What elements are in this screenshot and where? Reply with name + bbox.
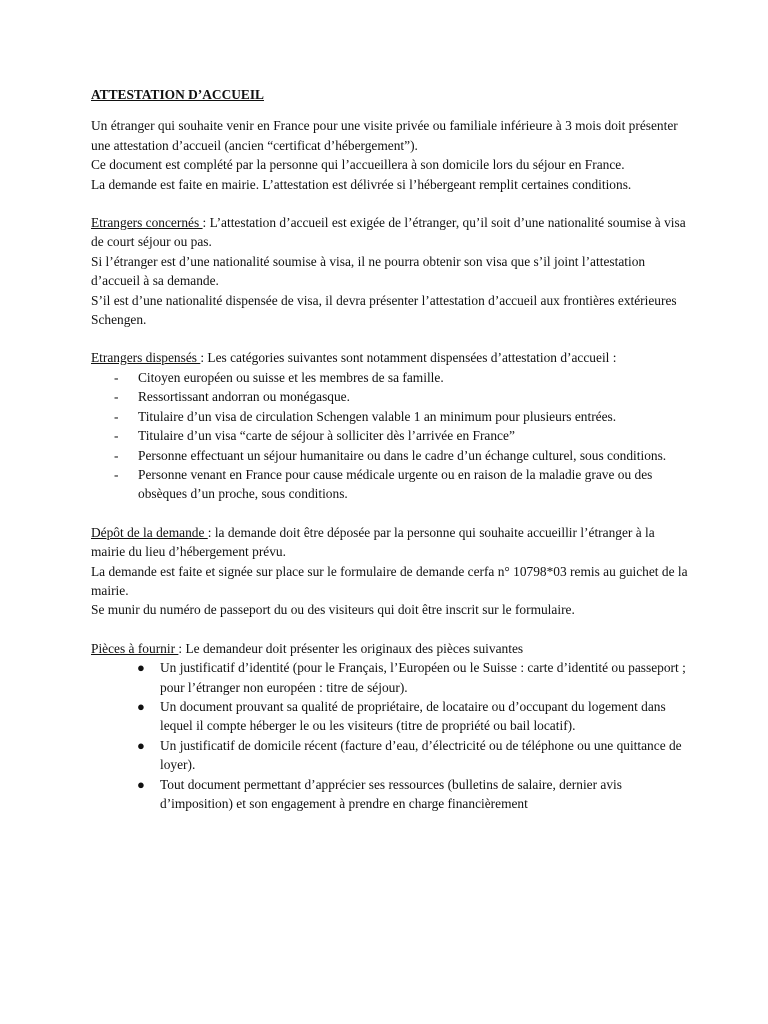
list-item xyxy=(91,426,691,445)
list-item xyxy=(91,368,691,387)
depot-paragraph: La demande est faite et signée sur place sur le formulaire de demande cerfa n° 10798*03 remis au guichet de la mairie. xyxy=(91,563,688,598)
intro-section xyxy=(91,116,691,194)
dispenses-list xyxy=(91,368,691,504)
list-item xyxy=(91,387,691,406)
dash-marker: - xyxy=(114,389,119,405)
heading-separator: : xyxy=(178,640,186,656)
document-title: ATTESTATION D’ACCUEIL xyxy=(91,87,264,102)
concernes-paragraph: Si l’étranger est d’une nationalité soumise à visa, il ne pourra obtenir son visa que s’il joint l’attestation d’accueil à sa demande. xyxy=(91,253,646,289)
dash-marker: - xyxy=(114,408,119,424)
dispenses-heading: Etrangers dispensés xyxy=(91,350,201,366)
concernes-section xyxy=(91,213,691,329)
bullet-marker: ● xyxy=(137,776,145,792)
dash-marker: - xyxy=(114,428,119,444)
list-item-text: Un justificatif de domicile récent (facture d’eau, d’électricité ou de téléphone ou une quittance de loyer). xyxy=(160,737,682,773)
list-item-text: Ressortissant andorran ou monégasque. xyxy=(138,389,350,405)
list-item-text: Un document prouvant sa qualité de propriétaire, de locataire ou d’occupant du logement dans lequel il compte héberger le ou les visiteurs (titre de propriété ou bail locatif). xyxy=(160,698,666,734)
bullet-marker: ● xyxy=(137,737,145,753)
list-item-text: Citoyen européen ou suisse et les membres de sa famille. xyxy=(138,369,444,385)
intro-paragraph: Ce document est complété par la personne qui l’accueillera à son domicile lors du séjour en France. xyxy=(91,157,625,173)
list-item-text: Personne venant en France pour cause médicale urgente ou en raison de la maladie grave ou des obsèques d’un proche, sous conditions. xyxy=(138,466,653,502)
concernes-lead xyxy=(91,213,691,252)
list-item xyxy=(91,775,691,814)
pieces-lead-text: Le demandeur doit présenter les originaux des pièces suivantes xyxy=(185,640,524,656)
dispenses-lead xyxy=(91,348,691,367)
list-item xyxy=(91,658,691,697)
dash-marker: - xyxy=(114,447,119,463)
dash-marker: - xyxy=(114,466,119,482)
list-item xyxy=(91,736,691,775)
list-item-text: Titulaire d’un visa de circulation Schengen valable 1 an minimum pour plusieurs entrées. xyxy=(138,408,617,424)
heading-separator: : xyxy=(200,350,208,366)
pieces-section xyxy=(91,639,691,814)
heading-separator: : xyxy=(207,524,215,540)
depot-lead xyxy=(91,523,691,562)
pieces-lead xyxy=(91,639,691,658)
document-body xyxy=(91,85,691,813)
depot-lead-text: la demande doit être déposée par la personne qui souhaite accueillir l’étranger à la mairie du lieu d’hébergement prévu. xyxy=(91,524,655,560)
list-item xyxy=(91,446,691,465)
intro-paragraph: Un étranger qui souhaite venir en France pour une visite privée ou familiale inférieure à 3 mois doit présenter une attestation d’accueil (ancien “certificat d’hébergement”). xyxy=(91,118,678,153)
list-item xyxy=(91,465,691,504)
dash-marker: - xyxy=(114,369,119,385)
dispenses-section xyxy=(91,348,691,503)
dispenses-lead-text: Les catégories suivantes sont notamment dispensées d’attestation d’accueil : xyxy=(207,350,617,366)
intro-paragraph: La demande est faite en mairie. L’attestation est délivrée si l’hébergeant remplit certaines conditions. xyxy=(91,176,632,192)
list-item-text: Tout document permettant d’apprécier ses ressources (bulletins de salaire, dernier avis d’imposition) et son engagement à prendre en charge financièrement xyxy=(160,776,622,811)
list-item-text: Titulaire d’un visa “carte de séjour à solliciter dès l’arrivée en France” xyxy=(138,428,515,444)
list-item-text: Un justificatif d’identité (pour le Français, l’Européen ou le Suisse : carte d’identité ou passeport ; pour l’étranger non européen : titre de séjour). xyxy=(160,660,686,695)
list-item-text: Personne effectuant un séjour humanitaire ou dans le cadre d’un échange culturel, sous conditions. xyxy=(138,447,667,463)
depot-heading: Dépôt de la demande xyxy=(91,524,208,540)
concernes-paragraph: S’il est d’une nationalité dispensée de visa, il devra présenter l’attestation d’accueil aux frontières extérieures Schengen. xyxy=(91,292,677,328)
pieces-list xyxy=(91,658,691,813)
depot-paragraph: Se munir du numéro de passeport du ou des visiteurs qui doit être inscrit sur le formulaire. xyxy=(91,602,575,618)
heading-separator: : xyxy=(202,215,210,231)
bullet-marker: ● xyxy=(137,698,145,714)
pieces-heading: Pièces à fournir xyxy=(91,640,179,656)
list-item xyxy=(91,697,691,736)
concernes-heading: Etrangers concernés xyxy=(91,215,203,231)
depot-section xyxy=(91,523,691,620)
bullet-marker: ● xyxy=(137,660,145,676)
list-item xyxy=(91,407,691,426)
concernes-lead-text: L’attestation d’accueil est exigée de l’étranger, qu’il soit d’une nationalité soumise à visa de court séjour ou pas. xyxy=(91,215,686,250)
